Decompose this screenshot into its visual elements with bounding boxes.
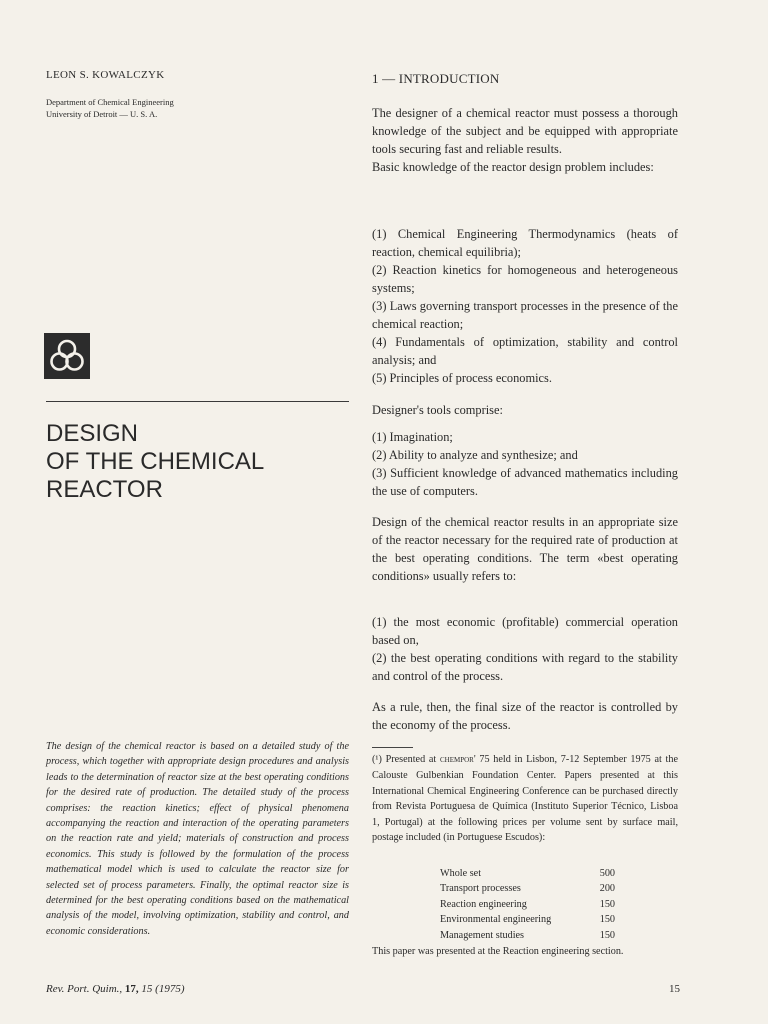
price-value: 200 <box>599 883 615 895</box>
list-item: (2) the best operating conditions with regard to the stability and control of the process. <box>372 651 678 683</box>
list-item: (2) Reaction kinetics for homogeneous and heterogeneous systems; <box>372 263 678 295</box>
footnote-text: Presented at <box>385 754 437 765</box>
price-item: Environmental engineering <box>440 914 552 926</box>
price-value: 150 <box>599 929 615 941</box>
tools-list <box>372 428 678 500</box>
price-item: Transport processes <box>440 883 521 895</box>
table-row <box>440 881 615 896</box>
price-value: 150 <box>599 898 615 910</box>
price-item: Whole set <box>440 868 482 879</box>
table-row <box>440 928 615 943</box>
journal-volume: 17, <box>124 983 139 995</box>
section-heading: 1 — INTRODUCTION <box>372 71 500 86</box>
table-row <box>440 866 615 881</box>
knowledge-list <box>372 225 678 387</box>
conditions-list <box>372 613 678 685</box>
tools-intro: Designer's tools comprise: <box>372 403 503 417</box>
price-value: 500 <box>599 868 615 879</box>
journal-name: Rev. Port. Quim., <box>46 983 123 995</box>
affiliation-university: University of Detroit — U. S. A. <box>46 109 158 119</box>
intro-block-1 <box>372 104 678 176</box>
price-item: Management studies <box>440 929 525 941</box>
list-item: (3) Laws governing transport processes in the presence of the chemical reaction; <box>372 299 678 331</box>
list-item: (2) Ability to analyze and synthesize; and <box>372 448 578 462</box>
conclusion-paragraph: As a rule, then, the final size of the reactor is controlled by the economy of the process. <box>372 700 678 732</box>
list-item: (4) Fundamentals of optimization, stability and control analysis; and <box>372 335 678 367</box>
table-row <box>440 897 615 912</box>
footnote <box>372 752 678 845</box>
footnote-divider <box>372 747 413 748</box>
page-number: 15 <box>669 983 680 995</box>
journal-pages-year: 15 (1975) <box>141 983 185 995</box>
table-row <box>440 912 615 927</box>
author-name: LEON S. KOWALCZYK <box>46 69 165 81</box>
list-item: (1) the most economic (profitable) commercial operation based on, <box>372 615 678 647</box>
price-table <box>440 866 615 943</box>
intro-paragraph: The designer of a chemical reactor must possess a thorough knowledge of the subject and be equipped with appropriate tools securing fast and reliable results. <box>372 106 678 156</box>
presentation-note: This paper was presented at the Reaction engineering section. <box>372 946 624 957</box>
author-affiliation <box>46 96 174 120</box>
price-item: Reaction engineering <box>440 898 527 910</box>
three-ring-logo-icon <box>44 333 90 379</box>
list-item: (3) Sufficient knowledge of advanced mathematics including the use of computers. <box>372 466 678 498</box>
abstract: The design of the chemical reactor is based on a detailed study of the process, which together with appropriate design procedures and analysis leads to the determination of reactor size at the best operating conditions for the desired rate of production. The detailed study of the process comprises: the reaction kinetics; effect of physical phenomena accompanying the reaction and interaction of the operating parameters on the reaction rate and yield; materials of construction and process economics. This study is followed by the formulation of the process mathematical model which is used to calculate the reactor size for selected set of process parameters. Finally, the optimal reactor size is determined for the best operating conditions based on the mathematical analysis of the model, involving optimization, stability and control, and economic considerations. <box>46 741 349 937</box>
footnote-text: ' 75 held in Lisbon, 7-12 September 1975 at the Calouste Gulbenkian Foundation Center. Papers presented at this International Chemical Engineering Conference can be purchased directly from Revista Portuguesa de Química (Instituto Superior Técnico, Lisboa 1, Portugal) at the following prices per volume sent by surface mail, postage included (in Portuguese Escudos): <box>372 754 679 844</box>
list-item: (1) Imagination; <box>372 430 453 444</box>
conference-name: chempor <box>439 755 474 765</box>
design-paragraph: Design of the chemical reactor results in an appropriate size of the reactor necessary for the required rate of production at the best operating conditions. The term «best operating conditions» usually refers to: <box>372 515 678 583</box>
paper-title <box>46 420 264 504</box>
list-item: (5) Principles of process economics. <box>372 371 552 385</box>
title-divider <box>46 401 349 402</box>
title-line-1: DESIGN <box>46 420 139 447</box>
knowledge-intro: Basic knowledge of the reactor design problem includes: <box>372 160 654 174</box>
list-item: (1) Chemical Engineering Thermodynamics (heats of reaction, chemical equilibria); <box>372 227 678 259</box>
price-value: 150 <box>599 914 615 926</box>
journal-citation <box>46 983 185 995</box>
title-line-3: REACTOR <box>46 476 163 503</box>
affiliation-department: Department of Chemical Engineering <box>46 97 174 107</box>
footnote-marker: (¹) <box>372 754 382 765</box>
title-line-2: OF THE CHEMICAL <box>46 448 265 475</box>
